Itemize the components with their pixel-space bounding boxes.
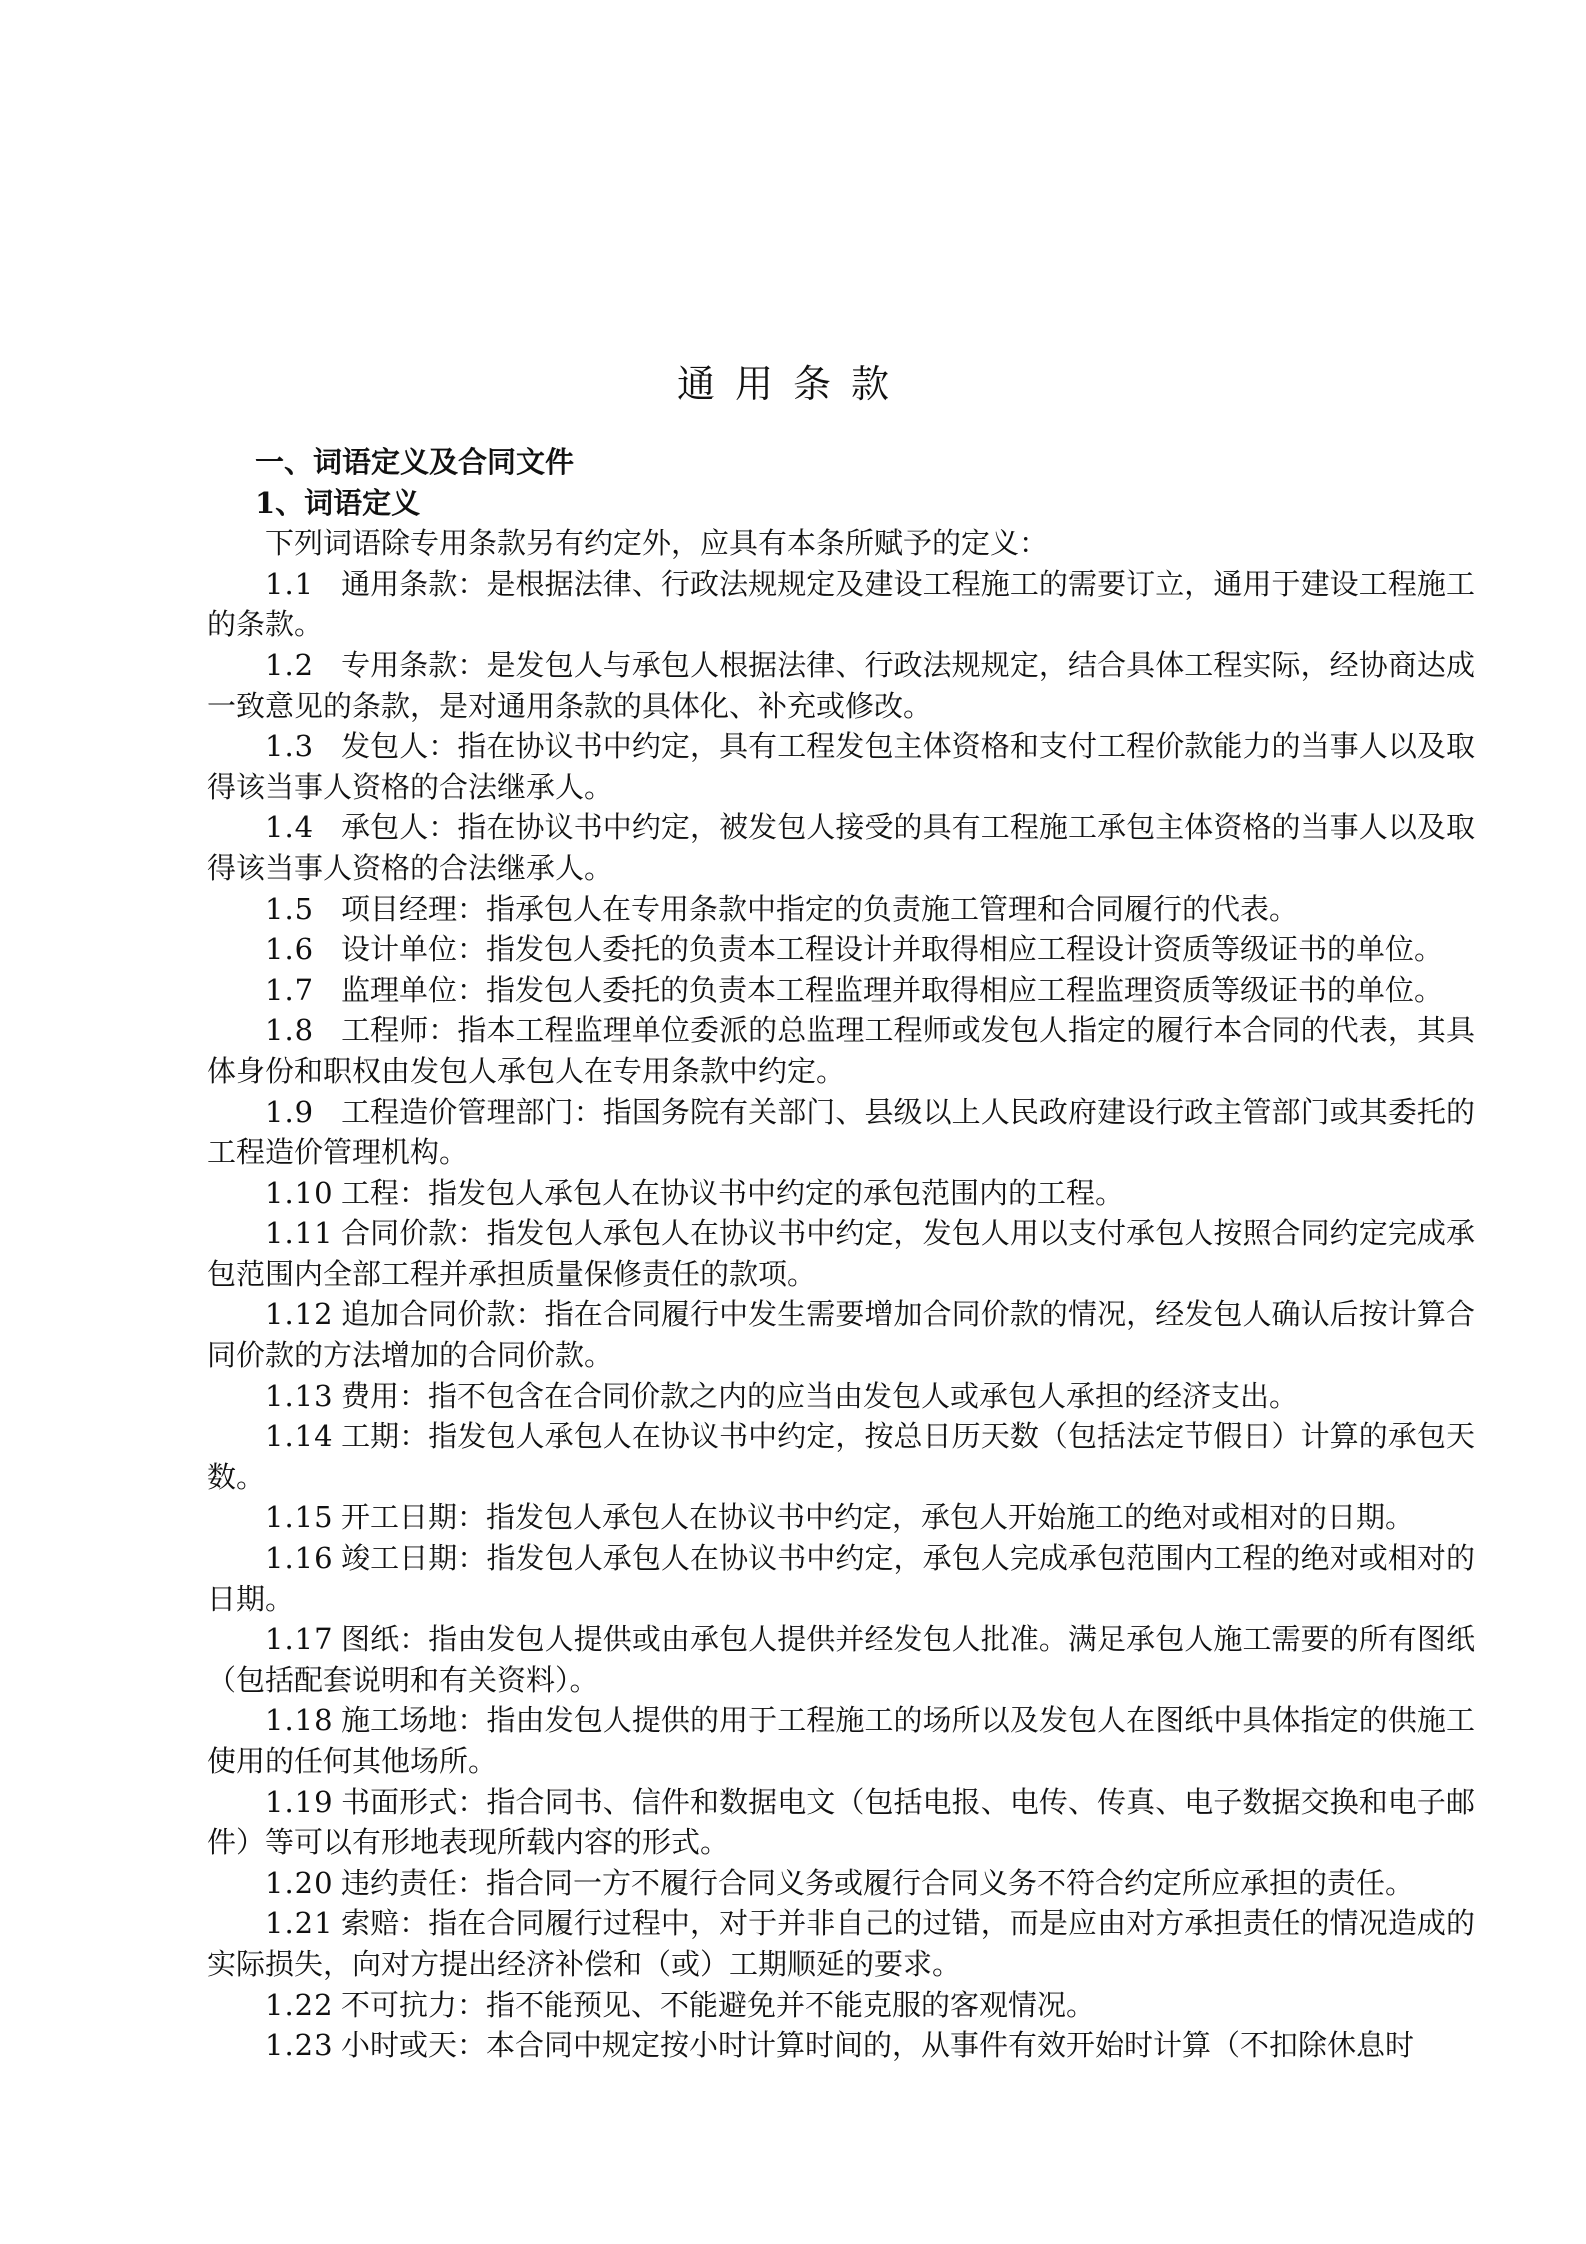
clause-number: 1.19 bbox=[265, 1784, 334, 1819]
clause-item bbox=[207, 1416, 1475, 1497]
clause-number: 1.12 bbox=[265, 1297, 334, 1332]
clause-item bbox=[207, 1863, 1475, 1904]
clause-text: 合同价款：指发包人承包人在协议书中约定，发包人用以支付承包人按照合同约定完成承包范围内全部工程并承担质量保修责任的款项。 bbox=[207, 1216, 1475, 1291]
clause-text: 竣工日期：指发包人承包人在协议书中约定，承包人完成承包范围内工程的绝对或相对的日期。 bbox=[207, 1541, 1475, 1616]
clause-item bbox=[207, 726, 1475, 807]
clause-number: 1.7 bbox=[265, 972, 315, 1007]
clause-text: 项目经理：指承包人在专用条款中指定的负责施工管理和合同履行的代表。 bbox=[341, 891, 1299, 926]
clause-item bbox=[207, 970, 1475, 1011]
clause-item bbox=[207, 1619, 1475, 1700]
clause-number: 1.13 bbox=[265, 1378, 334, 1413]
clause-number: 1.15 bbox=[265, 1500, 334, 1535]
clause-item bbox=[207, 1985, 1475, 2026]
clause-number: 1.18 bbox=[265, 1703, 334, 1738]
clause-item bbox=[207, 1497, 1475, 1538]
clause-item bbox=[207, 564, 1475, 645]
clause-item bbox=[207, 1092, 1475, 1173]
intro-paragraph: 下列词语除专用条款另有约定外，应具有本条所赋予的定义： bbox=[265, 526, 1049, 561]
clause-item bbox=[207, 1700, 1475, 1781]
clause-number: 1.10 bbox=[265, 1175, 334, 1210]
clause-text: 书面形式：指合同书、信件和数据电文（包括电报、电传、传真、电子数据交换和电子邮件）等可以有形地表现所载内容的形式。 bbox=[207, 1784, 1475, 1860]
clause-item bbox=[207, 1294, 1475, 1375]
clause-text: 工期：指发包人承包人在协议书中约定，按总日历天数（包括法定节假日）计算的承包天数。 bbox=[207, 1419, 1475, 1494]
clause-item bbox=[207, 1010, 1475, 1091]
clause-item bbox=[207, 1213, 1475, 1294]
clause-item bbox=[207, 1376, 1475, 1417]
clause-item bbox=[207, 1173, 1475, 1214]
clause-text: 图纸：指由发包人提供或由承包人提供并经发包人批准。满足承包人施工需要的所有图纸（包括配套说明和有关资料）。 bbox=[207, 1622, 1475, 1697]
clause-number: 1.4 bbox=[265, 810, 315, 845]
clause-text: 专用条款：是发包人与承包人根据法律、行政法规规定，结合具体工程实际，经协商达成一致意见的条款，是对通用条款的具体化、补充或修改。 bbox=[207, 647, 1475, 723]
clause-number: 1.14 bbox=[265, 1419, 334, 1454]
clause-text: 费用：指不包含在合同价款之内的应当由发包人或承包人承担的经济支出。 bbox=[341, 1378, 1299, 1413]
clause-item bbox=[207, 1903, 1475, 1984]
subsection-heading: 1、词语定义 bbox=[255, 485, 421, 520]
clause-text: 设计单位：指发包人委托的负责本工程设计并取得相应工程设计资质等级证书的单位。 bbox=[341, 932, 1444, 967]
clause-number: 1.11 bbox=[265, 1216, 334, 1251]
clause-number: 1.5 bbox=[265, 891, 315, 926]
clause-number: 1.6 bbox=[265, 932, 315, 967]
clause-item bbox=[207, 929, 1475, 970]
clause-number: 1.2 bbox=[265, 647, 315, 682]
clause-number: 1.9 bbox=[265, 1094, 315, 1129]
clause-text: 承包人：指在协议书中约定，被发包人接受的具有工程施工承包主体资格的当事人以及取得该当事人资格的合法继承人。 bbox=[207, 810, 1475, 885]
clause-text: 索赔：指在合同履行过程中，对于并非自己的过错，而是应由对方承担责任的情况造成的实际损失，向对方提出经济补偿和（或）工期顺延的要求。 bbox=[207, 1906, 1475, 1981]
clause-item bbox=[207, 1538, 1475, 1619]
clause-text: 监理单位：指发包人委托的负责本工程监理并取得相应工程监理资质等级证书的单位。 bbox=[341, 972, 1444, 1007]
clause-text: 发包人：指在协议书中约定，具有工程发包主体资格和支付工程价款能力的当事人以及取得该当事人资格的合法继承人。 bbox=[207, 729, 1475, 804]
document-title: 通用条款 bbox=[676, 362, 909, 406]
clause-item bbox=[207, 1782, 1475, 1863]
clause-number: 1.16 bbox=[265, 1541, 334, 1576]
clause-text: 施工场地：指由发包人提供的用于工程施工的场所以及发包人在图纸中具体指定的供施工使用的任何其他场所。 bbox=[207, 1703, 1475, 1778]
clause-item bbox=[207, 2025, 1475, 2066]
clause-number: 1.22 bbox=[265, 1987, 334, 2022]
clause-item bbox=[207, 645, 1475, 726]
clause-list bbox=[207, 564, 1475, 2066]
clause-text: 不可抗力：指不能预见、不能避免并不能克服的客观情况。 bbox=[341, 1987, 1096, 2022]
clause-number: 1.1 bbox=[265, 566, 315, 601]
section-heading: 一、词语定义及合同文件 bbox=[255, 445, 575, 479]
clause-number: 1.8 bbox=[265, 1013, 315, 1048]
clause-number: 1.23 bbox=[265, 2028, 334, 2063]
clause-text: 通用条款：是根据法律、行政法规规定及建设工程施工的需要订立，通用于建设工程施工的条款。 bbox=[207, 566, 1475, 642]
clause-text: 工程：指发包人承包人在协议书中约定的承包范围内的工程。 bbox=[341, 1175, 1125, 1210]
clause-text: 小时或天：本合同中规定按小时计算时间的，从事件有效开始时计算（不扣除休息时 bbox=[341, 2028, 1415, 2063]
clause-text: 开工日期：指发包人承包人在协议书中约定，承包人开始施工的绝对或相对的日期。 bbox=[341, 1500, 1415, 1535]
clause-number: 1.20 bbox=[265, 1865, 334, 1900]
clause-number: 1.17 bbox=[265, 1622, 334, 1657]
clause-item bbox=[207, 889, 1475, 930]
clause-number: 1.21 bbox=[265, 1906, 334, 1941]
clause-item bbox=[207, 807, 1475, 888]
clause-number: 1.3 bbox=[265, 729, 315, 764]
clause-text: 工程造价管理部门：指国务院有关部门、县级以上人民政府建设行政主管部门或其委托的工程造价管理机构。 bbox=[207, 1094, 1475, 1170]
clause-text: 违约责任：指合同一方不履行合同义务或履行合同义务不符合约定所应承担的责任。 bbox=[341, 1865, 1415, 1900]
document-body bbox=[207, 442, 1475, 2066]
clause-text: 工程师：指本工程监理单位委派的总监理工程师或发包人指定的履行本合同的代表，其具体身份和职权由发包人承包人在专用条款中约定。 bbox=[207, 1013, 1475, 1088]
clause-text: 追加合同价款：指在合同履行中发生需要增加合同价款的情况，经发包人确认后按计算合同价款的方法增加的合同价款。 bbox=[207, 1297, 1475, 1373]
